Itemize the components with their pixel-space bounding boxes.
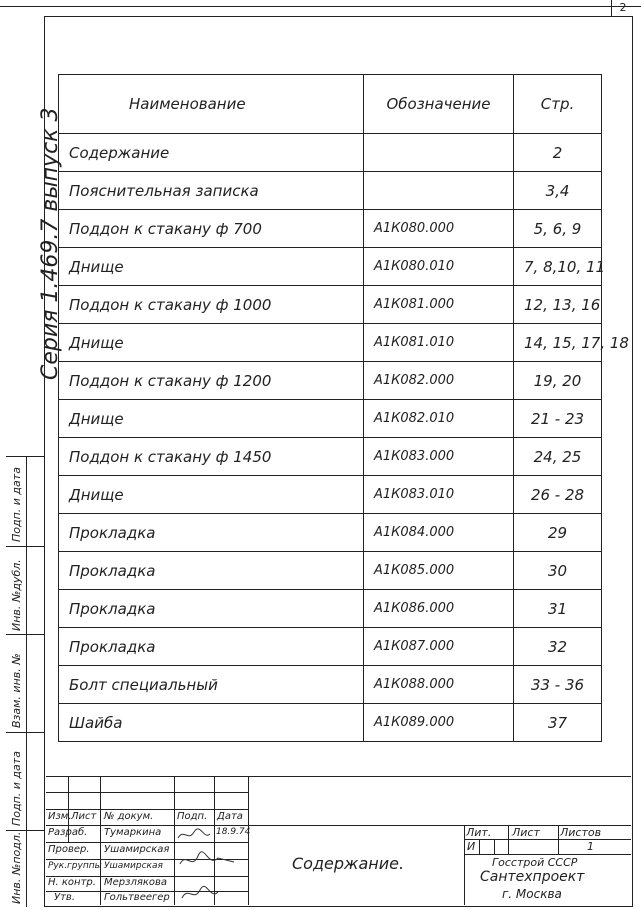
row-code [364, 172, 514, 210]
table-row [59, 134, 602, 172]
row-name: Поддон к стакану ф 700 [59, 210, 364, 248]
row-code: А1К082.000 [364, 362, 514, 400]
tb-header-sheet: Лист [71, 811, 97, 822]
table-row [59, 590, 602, 628]
tb-sheets-value: 1 [587, 840, 594, 853]
row-code: А1К087.000 [364, 628, 514, 666]
table-body [59, 134, 629, 742]
row-code: А1К088.000 [364, 666, 514, 704]
header-code: Обозначение [364, 75, 514, 134]
row-name: Содержание [59, 134, 364, 172]
row-code: А1К082.010 [364, 400, 514, 438]
row-name: Прокладка [59, 552, 364, 590]
table-row [59, 514, 602, 552]
row-name: Прокладка [59, 514, 364, 552]
table-row [59, 666, 602, 704]
tb-org-line2: Сантехпроект [480, 869, 585, 885]
row-pages: 21 - 23 [514, 400, 602, 438]
row-pages: 12, 13, 16 [514, 286, 602, 324]
side-label-sign-date-1: Подп. и дата [10, 467, 23, 542]
row-code: А1К084.000 [364, 514, 514, 552]
table-row [59, 476, 602, 514]
row-code: А1К083.000 [364, 438, 514, 476]
tb-lit-label: Лит. [466, 826, 492, 839]
row-code: А1К080.010 [364, 248, 514, 286]
row-pages: 37 [514, 704, 602, 742]
tb-header-doc-no: № докум. [104, 811, 154, 822]
tb-name-norm-control: Мерзлякова [104, 877, 168, 888]
table-row [59, 400, 602, 438]
tb-sheet-label: Лист [512, 826, 540, 839]
row-code: А1К081.000 [364, 286, 514, 324]
table-row [59, 324, 602, 362]
tb-role-approved: Утв. [54, 892, 75, 903]
header-pages: Стр. [514, 75, 602, 134]
tb-header-date: Дата [217, 811, 243, 822]
row-pages: 19, 20 [514, 362, 602, 400]
row-name: Днище [59, 324, 364, 362]
table-row [59, 362, 602, 400]
contents-table [58, 74, 629, 742]
row-name: Поддон к стакану ф 1200 [59, 362, 364, 400]
row-code: А1К085.000 [364, 552, 514, 590]
side-label-repl-no: Взам. инв. № [10, 653, 23, 728]
row-code [364, 134, 514, 172]
row-pages: 30 [514, 552, 602, 590]
table-row [59, 286, 602, 324]
row-name: Пояснительная записка [59, 172, 364, 210]
tb-header-sign: Подп. [177, 811, 208, 822]
tb-name-group-head: Ушамирская [104, 861, 163, 871]
row-code: А1К086.000 [364, 590, 514, 628]
table-row [59, 438, 602, 476]
row-name: Прокладка [59, 628, 364, 666]
row-code: А1К089.000 [364, 704, 514, 742]
row-name: Прокладка [59, 590, 364, 628]
table-row [59, 704, 602, 742]
table-row [59, 628, 602, 666]
row-pages: 33 - 36 [514, 666, 602, 704]
table-row [59, 210, 602, 248]
row-name: Днище [59, 400, 364, 438]
tb-header-change: Изм. [48, 811, 72, 822]
side-label-dup-no: Инв. №дубл. [10, 559, 23, 631]
row-name: Днище [59, 476, 364, 514]
row-code: А1К081.010 [364, 324, 514, 362]
table-row [59, 248, 602, 286]
row-pages: 26 - 28 [514, 476, 602, 514]
table-row [59, 172, 602, 210]
tb-name-approved: Гольтвеегер [104, 892, 170, 903]
row-name: Шайба [59, 704, 364, 742]
row-pages: 24, 25 [514, 438, 602, 476]
row-pages: 5, 6, 9 [514, 210, 602, 248]
tb-sheets-label: Листов [560, 826, 602, 839]
table-row [59, 552, 602, 590]
row-pages: 29 [514, 514, 602, 552]
row-code: А1К080.000 [364, 210, 514, 248]
tb-date: 18.9.74 [216, 827, 251, 837]
row-pages: 31 [514, 590, 602, 628]
tb-role-group-head: Рук.группы [48, 861, 102, 871]
row-name: Поддон к стакану ф 1450 [59, 438, 364, 476]
row-pages: 2 [514, 134, 602, 172]
row-code: А1К083.010 [364, 476, 514, 514]
row-pages: 32 [514, 628, 602, 666]
side-label-orig-no: Инв. №подл. [10, 831, 23, 904]
tb-role-checker: Провер. [48, 844, 90, 855]
tb-doc-title: Содержание. [292, 854, 405, 873]
row-pages: 7, 8,10, 11 [514, 248, 602, 286]
sheet-number: 2 [611, 0, 634, 16]
side-stamp [6, 456, 44, 907]
row-name: Днище [59, 248, 364, 286]
signatures-scribble [174, 826, 251, 904]
row-name: Болт специальный [59, 666, 364, 704]
row-pages: 14, 15, 17, 18 [514, 324, 602, 362]
tb-name-developer: Тумаркина [104, 827, 162, 838]
tb-name-checker: Ушамирская [104, 844, 170, 855]
table-header-row [59, 75, 602, 134]
title-block [46, 776, 631, 905]
tb-org-line1: Госстрой СССР [492, 856, 578, 869]
side-label-sign-date-2: Подп. и дата [10, 751, 23, 826]
tb-org-line3: г. Москва [502, 887, 562, 901]
row-pages: 3,4 [514, 172, 602, 210]
tb-role-norm-control: Н. контр. [48, 877, 96, 888]
top-border-line [0, 6, 641, 7]
row-name: Поддон к стакану ф 1000 [59, 286, 364, 324]
series-label: Серия 1.469.7 выпуск 3 [38, 107, 63, 380]
tb-lit-value: И [467, 840, 476, 853]
header-name: Наименование [59, 75, 364, 134]
tb-role-developer: Разраб. [48, 827, 88, 838]
